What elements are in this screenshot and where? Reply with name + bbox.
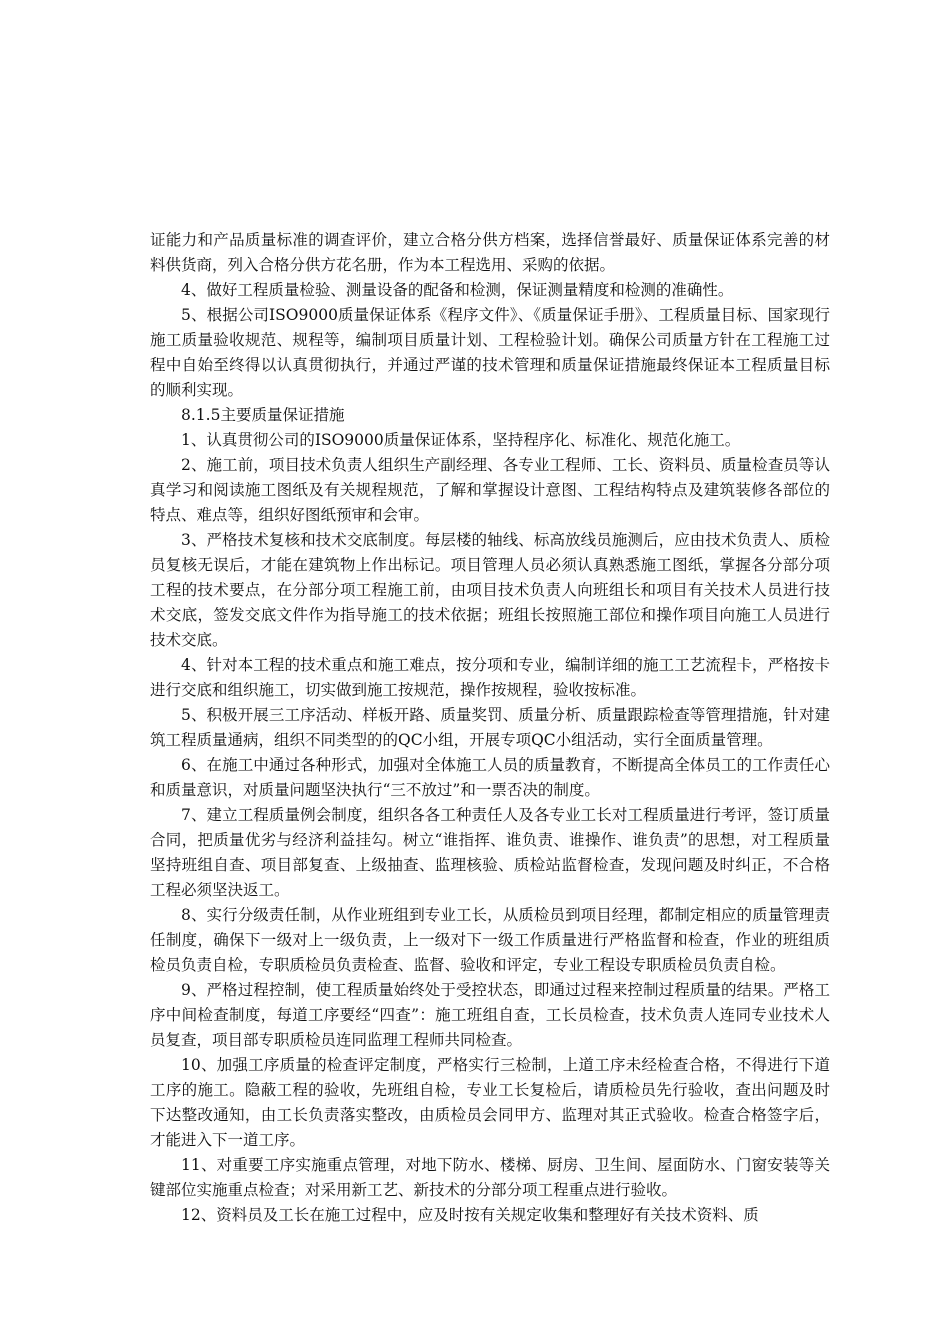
measure-item-10: 10、加强工序质量的检查评定制度，严格实行三检制，上道工序未经检查合格，不得进行下道工序的施工。隐蔽工程的验收，先班组自检，专业工长复检后，请质检员先行验收，查出问题及时下达整改通知，由工长负责落实整改，由质检员会同甲方、监理对其正式验收。检查合格签字后，才能进入下一道工序。 [150, 1056, 830, 1149]
measure-item-5: 5、积极开展三工序活动、样板开路、质量奖罚、质量分析、质量跟踪检查等管理措施，针对建筑工程质量通病，组织不同类型的的QC小组，开展专项QC小组活动，实行全面质量管理。 [150, 706, 830, 749]
measure-item-6: 6、在施工中通过各种形式，加强对全体施工人员的质量教育，不断提高全体员工的工作责任心和质量意识，对质量问题坚決执行“三不放过”和一票否决的制度。 [150, 756, 830, 799]
measure-item-9: 9、严格过程控制，使工程质量始终处于受控状态，即通过过程来控制过程质量的结果。严格工序中间检查制度，每道工序要经“四查”：施工班组自查，工长员检查，技术负责人连同专业技术人员复查，项目部专职质检员连同监理工程师共同检查。 [150, 981, 830, 1049]
paragraph-continuation: 证能力和产品质量标准的调查评价，建立合格分供方档案，选择信誉最好、质量保证体系完善的材料供货商，列入合格分供方花名册，作为本工程选用、采购的依据。 [150, 231, 830, 274]
section-heading: 8.1.5主要质量保证措施 [181, 406, 345, 424]
measure-item-12: 12、资料员及工长在施工过程中，应及时按有关规定收集和整理好有关技术资料、质 [181, 1206, 759, 1224]
measure-item-3: 3、严格技术复核和技术交底制度。每层楼的轴线、标高放线员施测后，应由技术负责人、质检员复核无误后，才能在建筑物上作出标记。项目管理人员必须认真熟悉施工图纸，掌握各分部分项工程的技术要点，在分部分项工程施工前，由项目技术负责人向班组长和项目有关技术人员进行技术交底，签发交底文件作为指导施工的技术依据；班组长按照施工部位和操作项目向施工人员进行技术交底。 [150, 531, 830, 649]
measure-item-2: 2、施工前，项目技术负责人组织生产副经理、各专业工程师、工长、资料员、质量检查员等认真学习和阅读施工图纸及有关规程规范，了解和掌握设计意图、工程结构特点及建筑装修各部位的特点、难点等，组织好图纸预审和会审。 [150, 456, 830, 524]
paragraph-item-5: 5、根据公司ISO9000质量保证体系《程序文件》、《质量保证手册》、工程质量目标、国家现行施工质量验收规范、规程等，编制项目质量计划、工程检验计划。确保公司质量方针在工程施工过程中自始至终得以认真贯彻执行，并通过严谨的技术管理和质量保证措施最终保证本工程质量目标的顺利实现。 [150, 306, 830, 399]
measure-item-1: 1、认真贯彻公司的ISO9000质量保证体系，坚持程序化、标准化、规范化施工。 [181, 431, 741, 449]
measure-item-7: 7、建立工程质量例会制度，组织各各工种责任人及各专业工长对工程质量进行考评，签订质量合同，把质量优劣与经济利益挂勾。树立“谁指挥、谁负责、谁操作、谁负责”的思想，对工程质量坚持班组自查、项目部复查、上级抽查、监理核验、质检站监督检查，发现问题及时纠正，不合格工程必须坚決返工。 [150, 806, 830, 899]
measure-item-8: 8、实行分级责任制，从作业班组到专业工长，从质检员到项目经理，都制定相应的质量管理责任制度，确保下一级对上一级负责，上一级对下一级工作质量进行严格监督和检查，作业的班组质检员负责自检，专职质检员负责检查、监督、验收和评定，专业工程设专职质检员负责自检。 [150, 906, 830, 974]
measure-item-11: 11、对重要工序实施重点管理，对地下防水、楼梯、厨房、卫生间、屋面防水、门窗安装等关键部位实施重点检查；对采用新工艺、新技术的分部分项工程重点进行验收。 [150, 1156, 830, 1199]
measure-item-4: 4、针对本工程的技术重点和施工难点，按分项和专业，编制详细的施工工艺流程卡，严格按卡进行交底和组织施工，切实做到施工按规范，操作按规程，验收按标准。 [150, 656, 830, 699]
document-body [150, 228, 830, 1228]
paragraph-item-4: 4、做好工程质量检验、测量设备的配备和检测，保证测量精度和检测的准确性。 [181, 281, 734, 299]
